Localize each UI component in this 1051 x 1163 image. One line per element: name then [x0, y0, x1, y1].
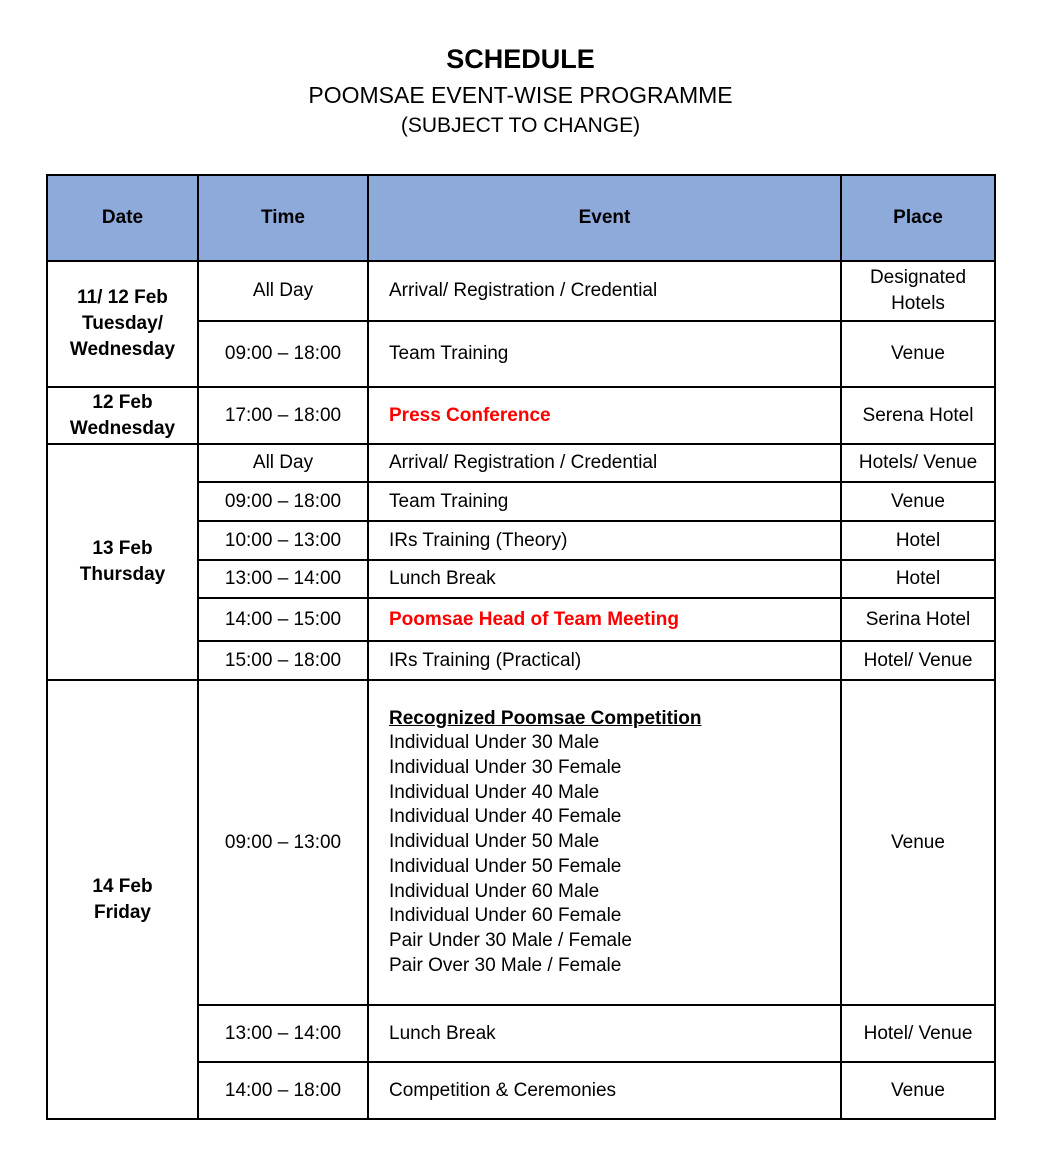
place-cell: Hotel [841, 521, 995, 560]
place-cell: Venue [841, 482, 995, 521]
list-item: Pair Over 30 Male / Female [389, 954, 622, 976]
list-item: Individual Under 50 Male [389, 831, 600, 853]
table-row [47, 444, 995, 482]
list-item: Individual Under 60 Male [389, 880, 600, 902]
event-cell: Team Training [368, 482, 841, 521]
place-cell: Serena Hotel [841, 387, 995, 444]
table-row [47, 680, 995, 1005]
subject-to-change-note: (SUBJECT TO CHANGE) [400, 114, 641, 137]
time-cell: 09:00 – 13:00 [198, 680, 368, 1005]
date-line: 11/ 12 Feb [77, 287, 168, 308]
time-cell: 17:00 – 18:00 [198, 387, 368, 444]
table-header-row [47, 175, 995, 261]
list-item: Individual Under 60 Female [389, 905, 622, 927]
place-cell: Hotel/ Venue [841, 1005, 995, 1062]
date-cell [47, 387, 198, 444]
date-line: Wednesday [69, 339, 176, 360]
place-cell: Serina Hotel [841, 598, 995, 641]
date-cell [47, 261, 198, 387]
place-cell: Venue [841, 321, 995, 387]
event-cell: Competition & Ceremonies [368, 1062, 841, 1119]
date-line: 13 Feb [92, 538, 153, 559]
event-cell: Arrival/ Registration / Credential [368, 444, 841, 482]
time-cell: All Day [198, 261, 368, 321]
list-item: Individual Under 40 Male [389, 781, 600, 803]
event-cell: IRs Training (Theory) [368, 521, 841, 560]
time-cell: 14:00 – 18:00 [198, 1062, 368, 1119]
place-cell: Venue [841, 680, 995, 1005]
date-line: 14 Feb [92, 875, 153, 897]
column-header-time: Time [198, 175, 368, 261]
place-cell: Hotel/ Venue [841, 641, 995, 680]
date-line: 12 Feb [92, 391, 153, 413]
schedule-table [46, 174, 996, 1120]
time-cell: 13:00 – 14:00 [198, 560, 368, 598]
event-cell-competition [368, 680, 841, 1005]
list-item: Individual Under 40 Female [389, 806, 622, 828]
event-cell-highlight: Press Conference [368, 387, 841, 444]
table-row [47, 387, 995, 444]
event-cell: Lunch Break [368, 1005, 841, 1062]
place-cell [841, 261, 995, 321]
competition-category-list [389, 707, 836, 979]
time-cell: 10:00 – 13:00 [198, 521, 368, 560]
time-cell: 13:00 – 14:00 [198, 1005, 368, 1062]
event-cell: Lunch Break [368, 560, 841, 598]
date-cell [47, 444, 198, 680]
list-item: Pair Under 30 Male / Female [389, 929, 632, 951]
competition-heading: Recognized Poomsae Competition [389, 707, 702, 729]
event-cell: Arrival/ Registration / Credential [368, 261, 841, 321]
date-line: Friday [93, 901, 152, 923]
event-cell: Team Training [368, 321, 841, 387]
time-cell: 09:00 – 18:00 [198, 321, 368, 387]
event-cell-highlight: Poomsae Head of Team Meeting [368, 598, 841, 641]
table-row [47, 261, 995, 321]
place-line: Designated [869, 267, 967, 288]
date-line: Wednesday [69, 417, 176, 439]
date-cell [47, 680, 198, 1119]
date-line: Tuesday/ [82, 313, 163, 334]
place-cell: Hotels/ Venue [841, 444, 995, 482]
list-item: Individual Under 30 Female [389, 757, 622, 779]
column-header-place: Place [841, 175, 995, 261]
time-cell: 14:00 – 15:00 [198, 598, 368, 641]
page-title: SCHEDULE [446, 44, 595, 74]
place-cell: Venue [841, 1062, 995, 1119]
time-cell: 09:00 – 18:00 [198, 482, 368, 521]
list-item: Individual Under 50 Female [389, 855, 622, 877]
list-item: Individual Under 30 Male [389, 732, 600, 754]
place-line: Hotels [891, 293, 945, 314]
place-cell: Hotel [841, 560, 995, 598]
time-cell: All Day [198, 444, 368, 482]
event-cell: IRs Training (Practical) [368, 641, 841, 680]
column-header-date: Date [47, 175, 198, 261]
column-header-event: Event [368, 175, 841, 261]
time-cell: 15:00 – 18:00 [198, 641, 368, 680]
page-subtitle: POOMSAE EVENT-WISE PROGRAMME [308, 82, 733, 108]
date-line: Thursday [79, 564, 166, 585]
